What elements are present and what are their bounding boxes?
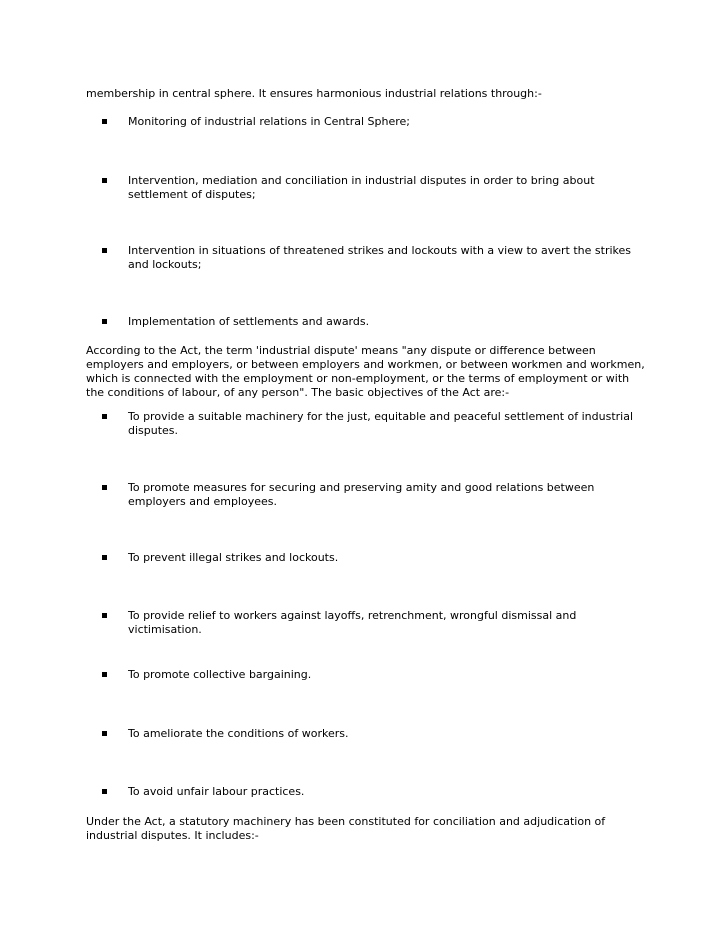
square-bullet-icon [102, 672, 107, 677]
list-item-text: To provide a suitable machinery for the just, equitable and peaceful settlement of industrial disputes. [128, 410, 634, 437]
intro-line: membership in central sphere. It ensures harmonious industrial relations through:- [86, 87, 542, 100]
square-bullet-icon [102, 319, 107, 324]
closing-paragraph: Under the Act, a statutory machinery has been constituted for conciliation and adjudication of industrial disputes. It includes:- [86, 815, 606, 842]
square-bullet-icon [102, 178, 107, 183]
square-bullet-icon [102, 789, 107, 794]
square-bullet-icon [102, 613, 107, 618]
square-bullet-icon [102, 248, 107, 253]
list-item-text: Intervention in situations of threatened strikes and lockouts with a view to avert the strikes and lockouts; [128, 244, 632, 271]
list-item-text: Monitoring of industrial relations in Central Sphere; [128, 115, 410, 128]
list-item-text: To ameliorate the conditions of workers. [128, 727, 349, 740]
list-item-text: To avoid unfair labour practices. [128, 785, 305, 798]
list-item-text: To prevent illegal strikes and lockouts. [128, 551, 339, 564]
list-item-text: To provide relief to workers against layoffs, retrenchment, wrongful dismissal and victimisation. [128, 609, 577, 636]
list-item-text: To promote collective bargaining. [128, 668, 312, 681]
list-item-text: Implementation of settlements and awards. [128, 315, 370, 328]
square-bullet-icon [102, 485, 107, 490]
square-bullet-icon [102, 555, 107, 560]
square-bullet-icon [102, 731, 107, 736]
square-bullet-icon [102, 119, 107, 124]
definition-paragraph: According to the Act, the term 'industrial dispute' means "any dispute or difference between employers and employers, or between employers and workmen, or between workmen and workmen, which is connected with the employment or non-employment, or the terms of employment or with the conditions of labour, of any person". The basic objectives of the Act are:- [86, 344, 645, 399]
list-item-text: To promote measures for securing and preserving amity and good relations between employers and employees. [128, 481, 595, 508]
square-bullet-icon [102, 414, 107, 419]
list-item-text: Intervention, mediation and conciliation in industrial disputes in order to bring about settlement of disputes; [128, 174, 595, 201]
